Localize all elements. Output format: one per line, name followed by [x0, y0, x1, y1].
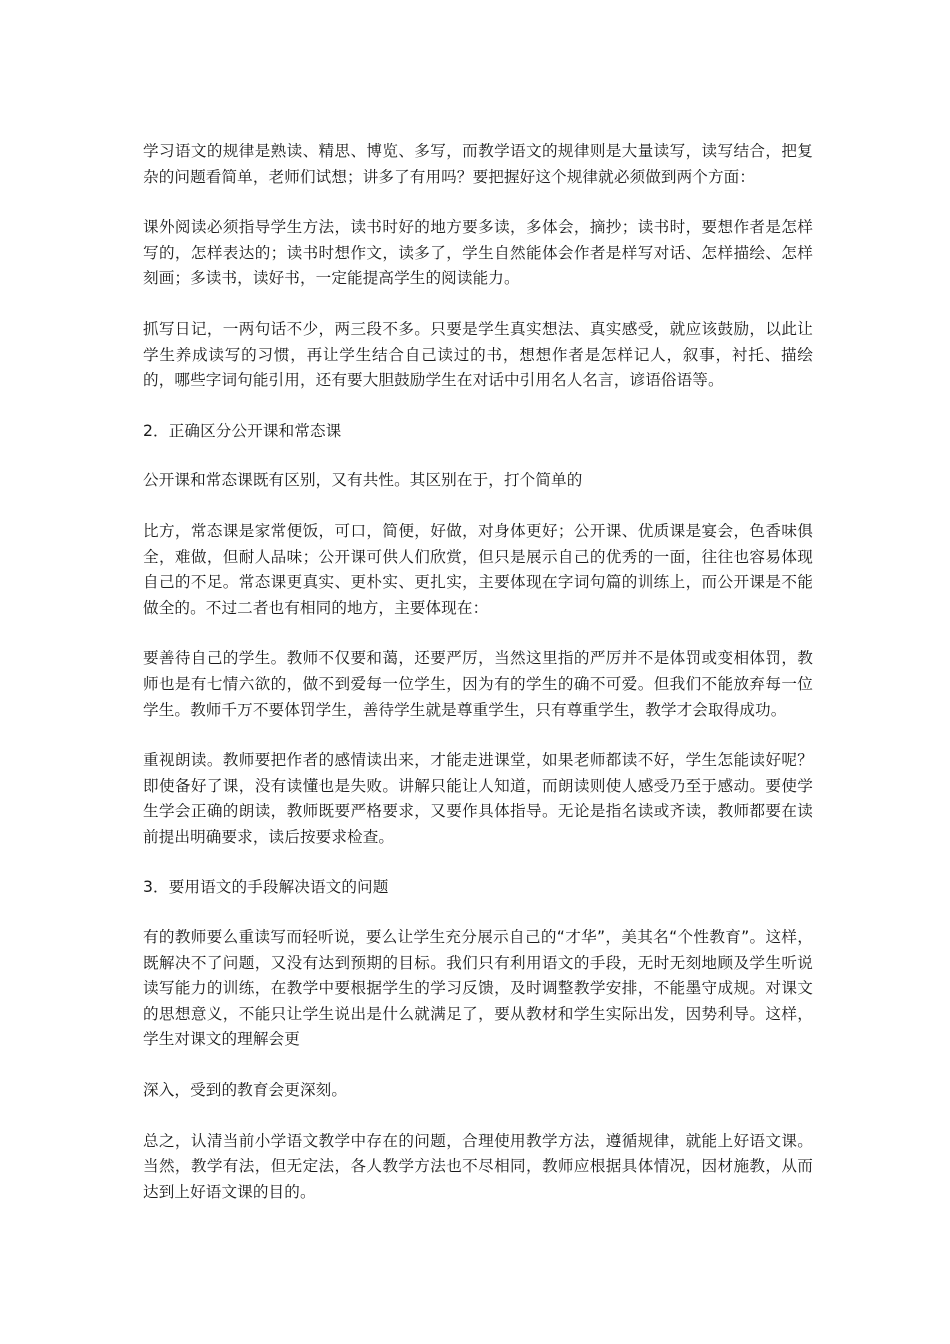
paragraph-reading-writing-rule: 学习语文的规律是熟读、精思、博览、多写，而教学语文的规律则是大量读写，读写结合，把复杂的问题看简单，老师们试想；讲多了有用吗？要把握好这个规律就必须做到两个方面： — [143, 142, 813, 186]
paragraph-extracurricular-reading: 课外阅读必须指导学生方法，读书时好的地方要多读，多体会，摘抄；读书时，要想作者是怎样写的，怎样表达的；读书时想作文，读多了，学生自然能体会作者是样写对话、怎样描绘、怎样刻画；多读书，读好书，一定能提高学生的阅读能力。 — [143, 218, 813, 288]
section-heading-2: 2．正确区分公开课和常态课 — [143, 421, 342, 440]
paragraph-conclusion: 总之，认清当前小学语文教学中存在的问题，合理使用教学方法，遵循规律，就能上好语文课。当然，教学有法，但无定法，各人教学方法也不尽相同，教师应根据具体情况，因材施教，从而达到上好语文课的目的。 — [143, 1131, 813, 1201]
paragraph-class-metaphor: 比方，常态课是家常便饭，可口，简便，好做，对身体更好；公开课、优质课是宴会，色香味俱全，难做，但耐人品味；公开课可供人们欣赏，但只是展示自己的优秀的一面，往往也容易体现自己的不足。常态课更真实、更朴实、更扎实，主要体现在字词句篇的训练上，而公开课是不能做全的。不过二者也有相同的地方，主要体现在： — [143, 521, 813, 617]
paragraph-treat-students-well: 要善待自己的学生。教师不仅要和蔼，还要严厉，当然这里指的严厉并不是体罚或变相体罚，教师也是有七情六欲的，做不到爱每一位学生，因为有的学生的确不可爱。但我们不能放弃每一位学生。教师千万不要体罚学生，善待学生就是尊重学生，只有尊重学生，教学才会取得成功。 — [143, 649, 813, 719]
paragraph-language-means: 有的教师要么重读写而轻听说，要么让学生充分展示自己的“才华”，美其名“个性教育”。这样，既解决不了问题，又没有达到预期的目标。我们只有利用语文的手段，无时无刻地顾及学生听说读写能力的训练，在教学中要根据学生的学习反馈，及时调整教学安排，不能墨守成规。对课文的思想意义，不能只让学生说出是什么就满足了，要从教材和学生实际出发，因势利导。这样，学生对课文的理解会更 — [143, 928, 813, 1049]
section-heading-3: 3．要用语文的手段解决语文的问题 — [143, 878, 389, 897]
paragraph-reading-aloud: 重视朗读。教师要把作者的感情读出来，才能走进课堂，如果老师都读不好，学生怎能读好呢？即使备好了课，没有读懂也是失败。讲解只能让人知道，而朗读则使人感受乃至于感动。要使学生学会正确的朗读，教师既要严格要求，又要作具体指导。无论是指名读或齐读，教师都要在读前提出明确要求，读后按要求检查。 — [143, 751, 813, 846]
paragraph-public-vs-regular-class: 公开课和常态课既有区别，又有共性。其区别在于，打个简单的 — [143, 471, 583, 490]
paragraph-deeper-understanding: 深入，受到的教育会更深刻。 — [143, 1081, 348, 1100]
paragraph-diary-writing: 抓写日记，一两句话不少，两三段不多。只要是学生真实想法、真实感受，就应该鼓励，以此让学生养成读写的习惯，再让学生结合自己读过的书，想想作者是怎样记人，叙事，衬托、描绘的，哪些字词句能引用，还有要大胆鼓励学生在对话中引用名人名言，谚语俗语等。 — [143, 319, 813, 390]
document-body — [143, 139, 813, 1230]
